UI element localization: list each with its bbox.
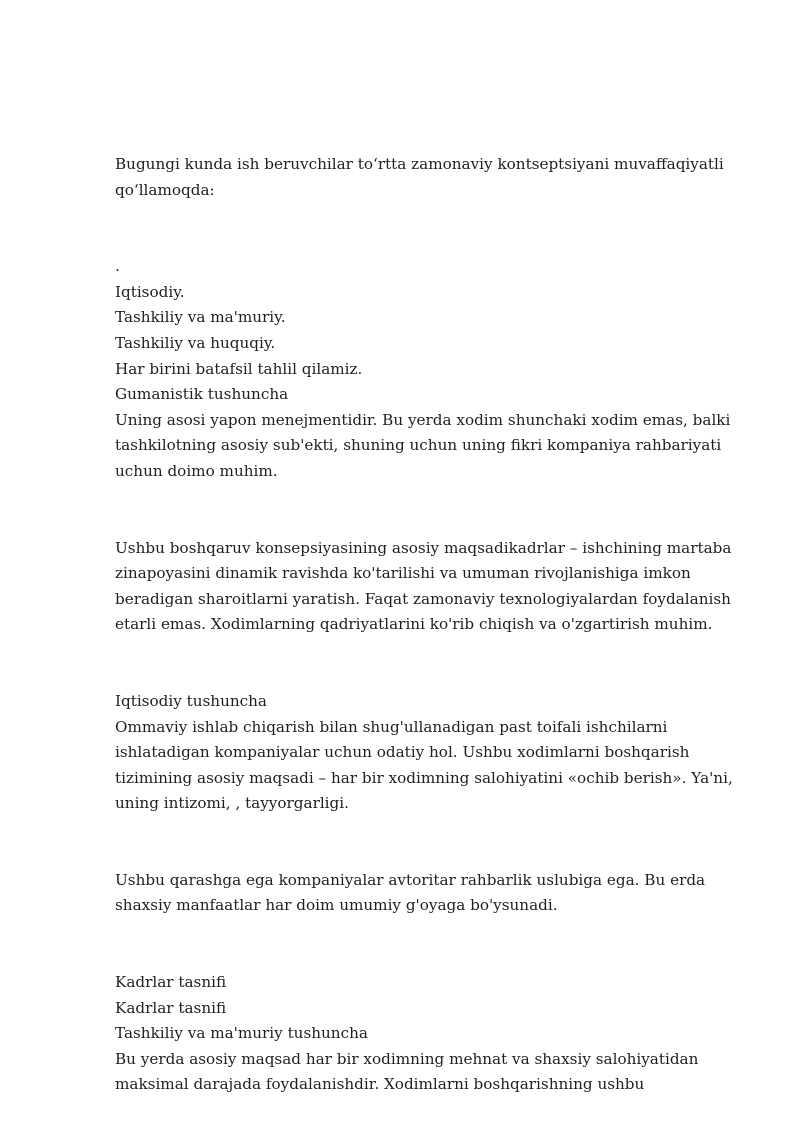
spacer (115, 203, 755, 254)
staff-classification-label: Kadrlar tasnifi (115, 973, 227, 992)
document-page (115, 152, 755, 1098)
list-item: Har birini batafsil tahlil qilamiz. (115, 359, 363, 378)
list-item: Tashkiliy va huquqiy. (115, 333, 276, 352)
dot-line: . (115, 257, 120, 276)
humanistic-heading: Gumanistik tushuncha (115, 385, 289, 404)
staff-classification-label: Kadrlar tasnifi (115, 998, 227, 1017)
spacer (115, 919, 755, 970)
list-item: Iqtisodiy. (115, 282, 185, 301)
spacer (115, 485, 755, 536)
admin-heading: Tashkiliy va ma'muriy tushuncha (115, 1024, 368, 1043)
spacer (115, 817, 755, 868)
admin-paragraph-1: Bu yerda asosiy maqsad har bir xodimning mehnat va shaxsiy salohiyatidan maksimal darajada foydalanishdir. Xodimlarni boshqarishning ushbu (115, 1049, 699, 1094)
humanistic-paragraph-2: Ushbu boshqaruv konsepsiyasining asosiy maqsadikadrlar – ishchining martaba zinapoyasini dinamik ravishda ko'tarilishi va umuman rivojlanishiga imkon beradigan sharoitlarni yaratish. Faqat zamonaviy texnologiyalardan foydalanish etarli emas. Xodimlarning qadriyatlarini ko'rib chiqish va o'zgartirish muhim. (115, 538, 732, 634)
spacer (115, 638, 755, 689)
list-item: Tashkiliy va ma'muriy. (115, 308, 286, 327)
economic-heading: Iqtisodiy tushuncha (115, 691, 267, 710)
humanistic-paragraph-1: Uning asosi yapon menejmentidir. Bu yerda xodim shunchaki xodim emas, balki tashkilotning asosiy sub'ekti, shuning uchun uning fikri kompaniya rahbariyati uchun doimo muhim. (115, 410, 731, 480)
economic-paragraph-2: Ushbu qarashga ega kompaniyalar avtoritar rahbarlik uslubiga ega. Bu erda shaxsiy manfaatlar har doim umumiy g'oyaga bo'ysunadi. (115, 870, 706, 915)
intro-paragraph: Bugungi kunda ish beruvchilar to‘rtta zamonaviy kontseptsiyani muvaffaqiyatli qo‘llamoqda: (115, 155, 724, 199)
economic-paragraph-1: Ommaviy ishlab chiqarish bilan shug'ullanadigan past toifali ishchilarni ishlatadigan kompaniyalar uchun odatiy hol. Ushbu xodimlarni boshqarish tizimining asosiy maqsadi – har bir xodimning salohiyatini «ochib berish». Ya'ni, uning intizomi, , tayyorgarligi. (115, 717, 733, 813)
